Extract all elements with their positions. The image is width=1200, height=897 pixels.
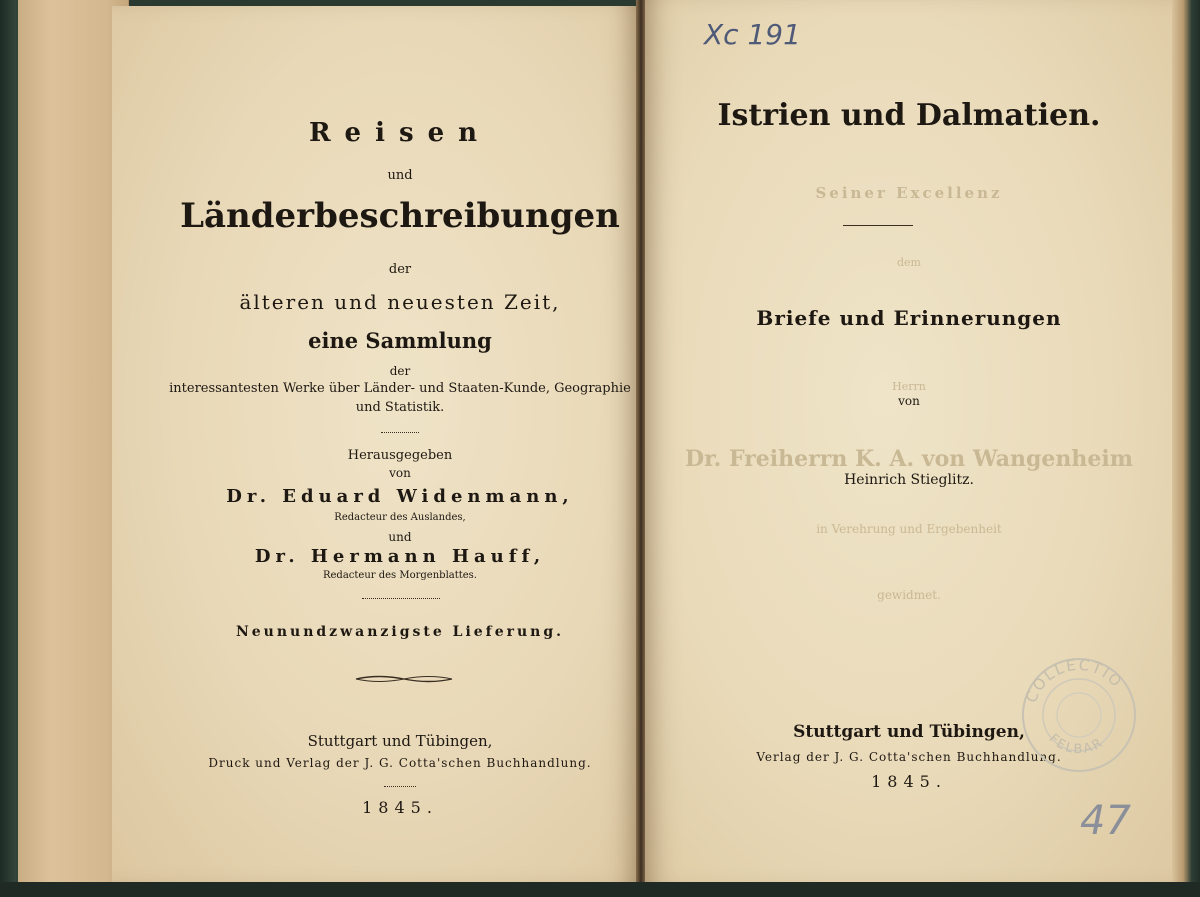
right-pencil-mark: Xc 191 <box>704 18 801 51</box>
left-der-1: der <box>388 262 412 277</box>
right-subtitle: Briefe und Erinnerungen <box>756 306 1062 330</box>
left-von: von <box>389 466 411 480</box>
svg-text:COLLECTIO: COLLECTIO <box>1022 656 1127 706</box>
svg-text:FELBAR: FELBAR <box>1045 731 1107 758</box>
left-divider-3 <box>384 786 416 787</box>
left-editor-1: Dr. Eduard Widenmann, <box>226 486 574 507</box>
left-year: 1845. <box>362 798 438 817</box>
left-divider-1 <box>381 432 419 433</box>
left-title-reisen: Reisen <box>308 118 492 148</box>
page-edges <box>1172 0 1200 897</box>
left-subtitle-2: eine Sammlung <box>308 328 492 353</box>
right-title: Istrien und Dalmatien. <box>717 98 1101 133</box>
left-und-1: und <box>387 168 413 183</box>
left-und-2: und <box>388 530 412 544</box>
showthrough-line-3: Herrn <box>892 380 926 393</box>
showthrough-line-4: Dr. Freiherrn K. A. von Wangenheim <box>685 446 1133 472</box>
showthrough-line-1: Seiner Excellenz <box>815 184 1003 202</box>
right-author: Heinrich Stieglitz. <box>844 472 974 488</box>
left-place: Stuttgart und Tübingen, <box>307 732 493 750</box>
right-von: von <box>898 394 920 408</box>
left-editor-2: Dr. Hermann Hauff, <box>254 546 546 567</box>
collectio-felbar-stamp <box>1020 656 1138 774</box>
left-description-1: interessantesten Werke über Länder- und Staaten-Kunde, Geographie <box>169 381 631 396</box>
left-title-main: Länderbeschreibungen <box>180 196 620 236</box>
left-subtitle-1: älteren und neuesten Zeit, <box>239 290 561 314</box>
left-ornament-rule <box>354 672 454 686</box>
showthrough-line-5: in Verehrung und Ergebenheit <box>816 522 1002 536</box>
left-description-2: und Statistik. <box>355 400 445 415</box>
left-lieferung: Neunundzwanzigste Lieferung. <box>235 624 565 640</box>
left-divider-2 <box>362 598 440 599</box>
right-place: Stuttgart und Tübingen, <box>793 722 1025 742</box>
left-publisher: Druck und Verlag der J. G. Cotta'schen Buchhandlung. <box>208 756 592 770</box>
right-pencil-number: 47 <box>1080 798 1131 844</box>
right-publisher: Verlag der J. G. Cotta'schen Buchhandlung. <box>756 750 1062 764</box>
showthrough-line-2: dem <box>897 256 921 269</box>
showthrough-line-6: gewidmet. <box>877 588 941 602</box>
right-divider-1 <box>843 225 913 226</box>
right-year: 1845. <box>871 772 947 791</box>
left-der-2: der <box>389 364 411 378</box>
left-herausgegeben: Herausgegeben <box>347 448 453 463</box>
left-editor-2-role: Redacteur des Morgenblattes. <box>322 570 477 581</box>
scan-bottom-edge <box>0 882 1200 897</box>
left-editor-1-role: Redacteur des Auslandes, <box>334 512 466 523</box>
